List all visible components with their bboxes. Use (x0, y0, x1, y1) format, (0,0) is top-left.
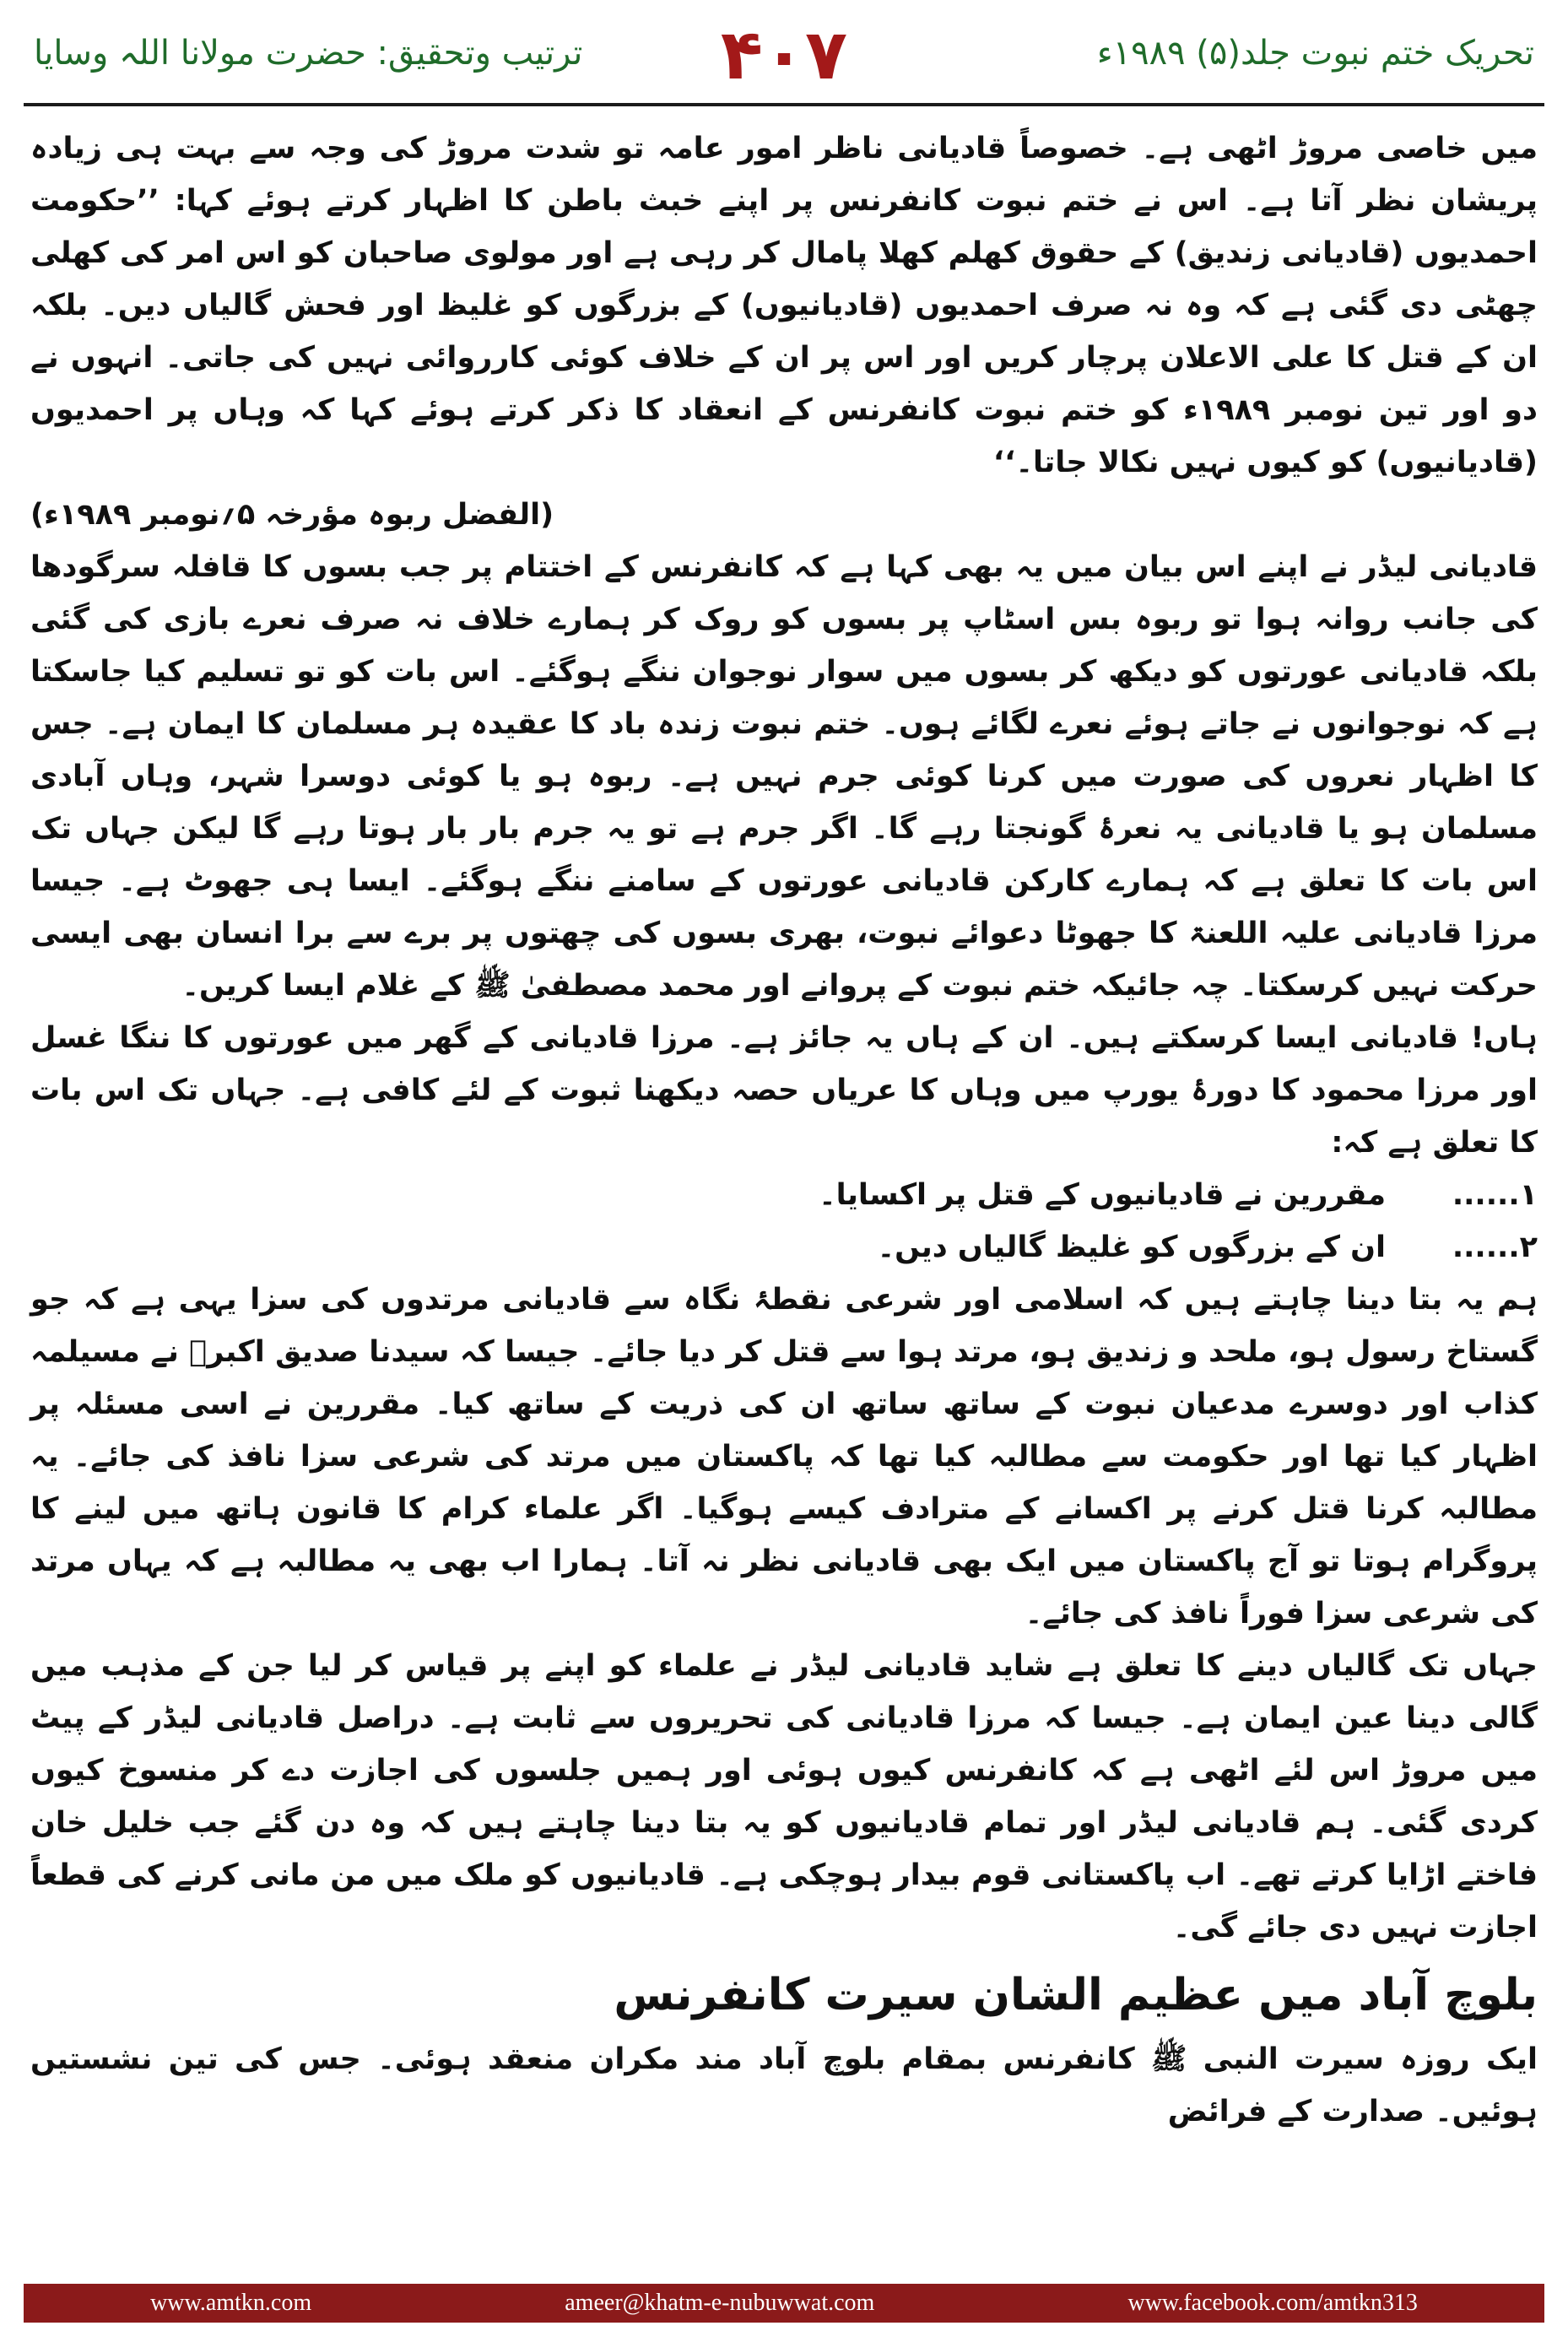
list-number: ۱...... (1452, 1178, 1538, 1212)
email-link[interactable]: ameer@khatm-e-nubuwwat.com (565, 2290, 875, 2316)
compiler-credit: ترتیب وتحقیق: حضرت مولانا اللہ وسایا (34, 34, 583, 73)
list-text: مقررین نے قادیانیوں کے قتل پر اکسایا۔ (819, 1178, 1386, 1212)
list-item (30, 1169, 1538, 1221)
reference-line (30, 489, 1538, 541)
paragraph-1: میں خاصی مروڑ اٹھی ہے۔ خصوصاً قادیانی ناظر امور عامہ تو شدت مروڑ کی وجہ سے بہت ہی زیادہ پریشان نظر آتا ہے۔ اس نے ختم نبوت کانفرنس پر اپنے خبث باطن کا اظہار کرتے ہوئے کہا: ’’حکومت احمدیوں (قادیانی زندیق) کے حقوق کھلم کھلا پامال کر رہی ہے اور مولوی صاحبان کو اس امر کی کھلی چھٹی دی گئی ہے کہ وہ نہ صرف احمدیوں (قادیانیوں) کے بزرگوں کو غلیظ اور فحش گالیاں دیں۔ بلکہ ان کے قتل کا علی الاعلان پرچار کریں اور اس پر ان کے خلاف کوئی کارروائی نہیں کی جاتی۔ انہوں نے دو اور تین نومبر ۱۹۸۹ء کو ختم نبوت کانفرنس کے انعقاد کا ذکر کرتے ہوئے کہا کہ وہاں پر احمدیوں (قادیانیوں) کو کیوں نہیں نکالا جاتا۔‘‘ (30, 132, 1538, 479)
list-text: ان کے بزرگوں کو غلیظ گالیاں دیں۔ (877, 1230, 1386, 1264)
list-item (30, 1221, 1538, 1274)
page-header (0, 0, 1568, 127)
header-divider (24, 103, 1544, 106)
paragraph-2: قادیانی لیڈر نے اپنے اس بیان میں یہ بھی کہا ہے کہ کانفرنس کے اختتام پر جب بسوں کا قافلہ سرگودھا کی جانب روانہ ہوا تو ربوہ بس اسٹاپ پر بسوں کو روک کر ہمارے خلاف نہ صرف نعرے بازی کی گئی بلکہ قادیانی عورتوں کو دیکھ کر بسوں میں سوار نوجوان ننگے ہوگئے۔ اس بات کو تو تسلیم کیا جاسکتا ہے کہ نوجوانوں نے جاتے ہوئے نعرے لگائے ہوں۔ ختم نبوت زندہ باد کا عقیدہ ہر مسلمان کا ایمان ہے۔ جس کا اظہار نعروں کی صورت میں کرنا کوئی جرم نہیں ہے۔ ربوہ ہو یا کوئی دوسرا شہر، وہاں آبادی مسلمان ہو یا قادیانی یہ نعرۂ گونجتا رہے گا۔ اگر جرم ہے تو یہ جرم بار بار ہوتا رہے گا لیکن جہاں تک اس بات کا تعلق ہے کہ ہمارے کارکن قادیانی عورتوں کے سامنے ننگے ہوگئے۔ ایسا ہی جھوٹ ہے۔ جیسا مرزا قادیانی علیہ اللعنۃ کا جھوٹا دعوائے نبوت، بھری بسوں کی چھتوں پر برے سے برا انسان بھی ایسی حرکت نہیں کرسکتا۔ چہ جائیکہ ختم نبوت کے پروانے اور محمد مصطفیٰ ﷺ کے غلام ایسا کریں۔ (30, 550, 1538, 1003)
citation: (الفضل ربوہ مؤرخہ ۵؍نومبر ۱۹۸۹ء) (30, 498, 554, 532)
book-title: تحریک ختم نبوت جلد(۵) ۱۹۸۹ء (1096, 34, 1534, 73)
facebook-link[interactable]: www.facebook.com/amtkn313 (1127, 2290, 1418, 2316)
page-number: ۴۰۷ (720, 15, 848, 95)
paragraph-4: ہم یہ بتا دینا چاہتے ہیں کہ اسلامی اور شرعی نقطۂ نگاہ سے قادیانی مرتدوں کی سزا یہی ہے کہ جو گستاخ رسول ہو، ملحد و زندیق ہو، مرتد ہوا سے قتل کر دیا جائے۔ جیسا کہ سیدنا صدیق اکبرؓ نے مسیلمہ کذاب اور دوسرے مدعیان نبوت کے ساتھ ساتھ ان کی ذریت کے ساتھ کیا۔ مقررین نے اسی مسئلہ پر اظہار کیا تھا اور حکومت سے مطالبہ کیا تھا کہ پاکستان میں مرتد کی شرعی سزا نافذ کی جائے۔ یہ مطالبہ کرنا قتل کرنے پر اکسانے کے مترادف کیسے ہوگیا۔ اگر علماء کرام کا قانون ہاتھ میں لینے کا پروگرام ہوتا تو آج پاکستان میں ایک بھی قادیانی نظر نہ آتا۔ ہمارا اب بھی یہ مطالبہ ہے کہ یہاں مرتد کی شرعی سزا فوراً نافذ کی جائے۔ (30, 1283, 1538, 1631)
paragraph-3: ہاں! قادیانی ایسا کرسکتے ہیں۔ ان کے ہاں یہ جائز ہے۔ مرزا قادیانی کے گھر میں عورتوں کا ننگا غسل اور مرزا محمود کا دورۂ یورپ میں وہاں کا عریاں حصہ دیکھنا ثبوت کے لئے کافی ہے۔ جہاں تک اس بات کا تعلق ہے کہ: (30, 1021, 1538, 1160)
website-link[interactable]: www.amtkn.com (150, 2290, 312, 2316)
article-body (30, 122, 1538, 2138)
paragraph-5: جہاں تک گالیاں دینے کا تعلق ہے شاید قادیانی لیڈر نے علماء کو اپنے پر قیاس کر لیا جن کے مذہب میں گالی دینا عین ایمان ہے۔ جیسا کہ مرزا قادیانی کی تحریروں سے ثابت ہے۔ دراصل قادیانی لیڈر کے پیٹ میں مروڑ اس لئے اٹھی ہے کہ کانفرنس کیوں ہوئی اور ہمیں جلسوں کی اجازت دے کر منسوخ کیوں کردی گئی۔ ہم قادیانی لیڈر اور تمام قادیانیوں کو یہ بتا دینا چاہتے ہیں کہ وہ دن گئے جب خلیل خان فاختے اڑایا کرتے تھے۔ اب پاکستانی قوم بیدار ہوچکی ہے۔ قادیانیوں کو ملک میں من مانی کرنے کی قطعاً اجازت نہیں دی جائے گی۔ (30, 1649, 1538, 1944)
paragraph-6: ایک روزہ سیرت النبی ﷺ کانفرنس بمقام بلوچ آباد مند مکران منعقد ہوئی۔ جس کی تین نشستیں ہوئیں۔ صدارت کے فرائض (30, 2042, 1538, 2128)
list-number: ۲...... (1452, 1230, 1538, 1264)
page-footer (24, 2284, 1544, 2323)
section-heading: بلوچ آباد میں عظیم الشان سیرت کانفرنس (614, 1970, 1538, 2020)
